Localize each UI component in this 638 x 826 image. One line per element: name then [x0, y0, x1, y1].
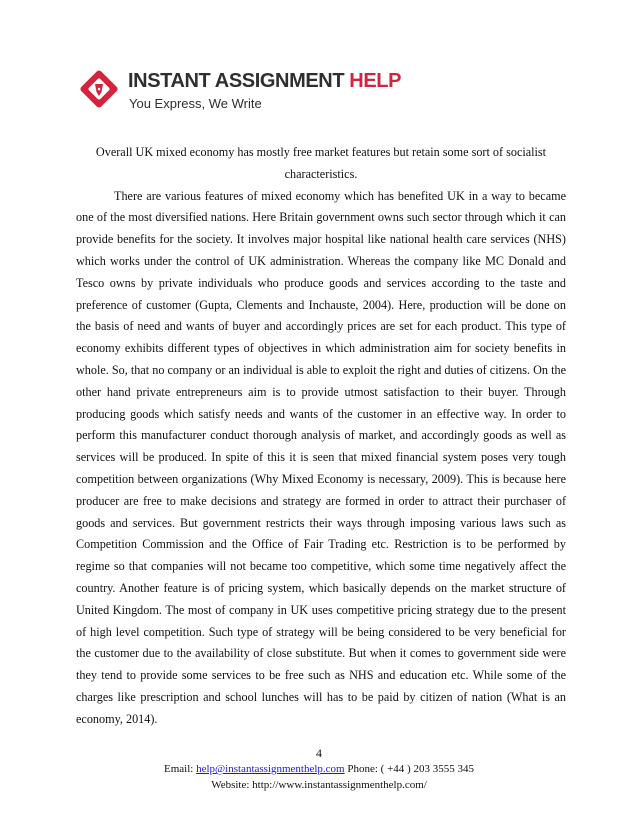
page-number: 4 [316, 746, 322, 760]
brand-name-part1: INSTANT ASSIGNMENT [128, 70, 350, 92]
pen-nib-diamond-icon [76, 66, 122, 112]
brand-name-part2: HELP [349, 70, 402, 92]
footer-website: Website: http://www.instantassignmenthelp.com/ [211, 779, 427, 791]
footer-contact-line [0, 761, 638, 777]
email-link[interactable]: help@instantassignmenthelp.com [196, 763, 345, 775]
intro-paragraph: Overall UK mixed economy has mostly free market features but retain some sort of socialist characteristics. [95, 145, 547, 181]
brand-name [128, 70, 401, 93]
page-footer [0, 761, 638, 793]
phone-text: Phone: ( +44 ) 203 3555 345 [344, 763, 474, 775]
email-label: Email: [164, 763, 197, 775]
brand-logo [76, 64, 402, 124]
brand-tagline: You Express, We Write [129, 96, 262, 111]
document-body [76, 142, 566, 731]
body-paragraph: There are various features of mixed economy which has benefited UK in a way to became one of the most diversified nations. Here Britain government owns such sector through which it can provide benefits for the society. It involves major hospital like national health care services (NHS) which works under the control of UK administration. Whereas the company like MC Donald and Tesco owns by private individuals who produce goods and services according to the taste and preference of customer (Gupta, Clements and Inchauste, 2004). Here, production will be done on the basis of need and wants of buyer and accordingly prices are set for each product. This type of economy exhibits different types of objectives in which administration aim for society benefits in whole. So, that no company or an individual is able to exploit the right and duties of citizens. On the other hand private entrepreneurs aim is to provide utmost satisfaction to their buyer. Through producing goods which satisfy needs and wants of the customer in an effective way. In order to perform this manufacturer conduct thorough analysis of market, and accordingly goods as well as services will be produced. In spite of this it is seen that mixed financial system poses very tough competition between organizations (Why Mixed Economy is necessary, 2009). This is because here producer are free to make decisions and strategy are formed in order to attract their purchaser of goods and services. But government restricts their ways through imposing various laws such as Competition Commission and the Office of Fair Trading etc. Restriction is to be performed by regime so that companies will not became too competitive, which some time negatively affect the country. Another feature is of pricing system, which basically depends on the market structure of United Kingdom. The most of company in UK uses competitive pricing strategy due to the present of high level competition. Such type of strategy will be being considered to be very beneficial for the customer due to the availability of close substitute. But when it comes to government side were they tend to provide some services to be free such as NHS and education etc. While some of the charges like prescription and school lunches will has to be paid by citizen of nation (What is an economy, 2014). [76, 188, 566, 726]
